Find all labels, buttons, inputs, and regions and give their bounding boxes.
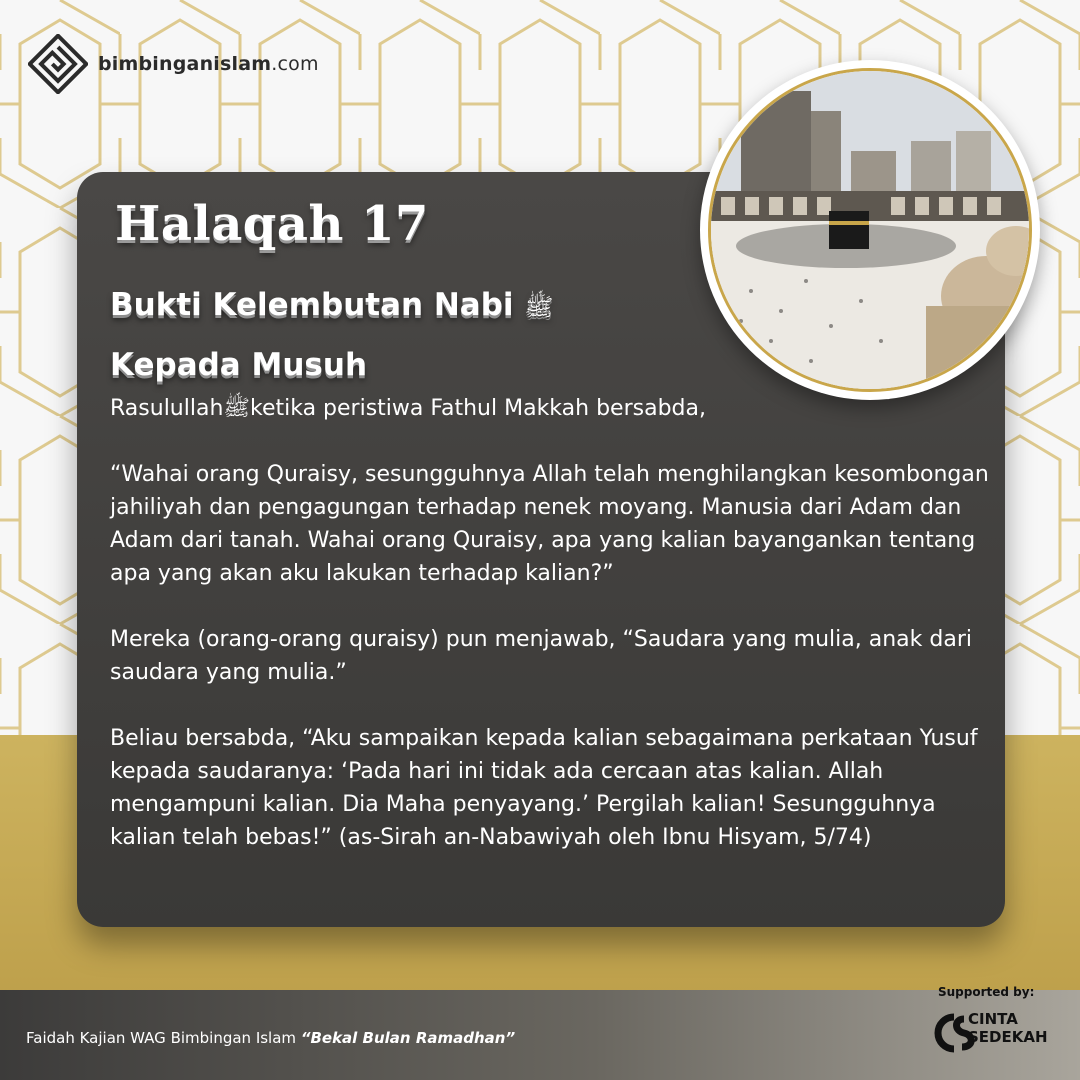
salawat-glyph: ﷺ	[524, 293, 554, 321]
footer-caption-text: Faidah Kajian WAG Bimbingan Islam	[26, 1029, 297, 1047]
brand-name: bimbinganislam.com	[98, 53, 319, 75]
paragraph-intro-after: ketika peristiwa Fathul Makkah bersabda,	[249, 396, 706, 421]
sponsor-line-1: CINTA	[968, 1010, 1018, 1028]
subtitle-line-1: Bukti Kelembutan Nabi	[110, 287, 514, 323]
kaaba-photo	[708, 68, 1032, 392]
page-title: Halaqah 17	[115, 196, 429, 252]
supported-by-label: Supported by:	[938, 985, 1035, 999]
subtitle-line-2: Kepada Musuh	[110, 347, 368, 383]
salawat-glyph-inline: ﷺ	[223, 396, 250, 421]
geometric-kufi-logo-icon	[28, 34, 88, 94]
footer-series: “Bekal Bulan Ramadhan”	[300, 1029, 516, 1047]
paragraph-response: Beliau bersabda, “Aku sampaikan kepada kalian sebagaimana perkataan Yusuf kepada saudaranya: ‘Pada hari ini tidak ada cercaan atas kalian. Allah mengampuni kalian. Dia Maha penyayang.’ Pergilah kalian! Sesungguhnya kalian telah bebas!” (as-Sirah an-Nabawiyah oleh Ibnu Hisyam, 5/74)	[110, 726, 978, 850]
page-subtitle	[110, 276, 710, 394]
brand-logo[interactable]	[28, 34, 319, 94]
paragraph-intro-before: Rasulullah	[110, 396, 224, 421]
sponsor-line-2: SEDEKAH	[968, 1028, 1048, 1046]
footer-caption	[26, 1029, 515, 1047]
article-body	[110, 392, 990, 887]
sponsor-name	[968, 1010, 1048, 1046]
paragraph-quote: “Wahai orang Quraisy, sesungguhnya Allah telah menghilangkan kesombongan jahiliyah dan pengagungan terhadap nenek moyang. Manusia dari Adam dan Adam dari tanah. Wahai orang Quraisy, apa yang kalian bayangankan tentang apa yang akan aku lakukan terhadap kalian?”	[110, 462, 989, 586]
paragraph-answer: Mereka (orang-orang quraisy) pun menjawab, “Saudara yang mulia, anak dari saudara yang mulia.”	[110, 627, 972, 685]
